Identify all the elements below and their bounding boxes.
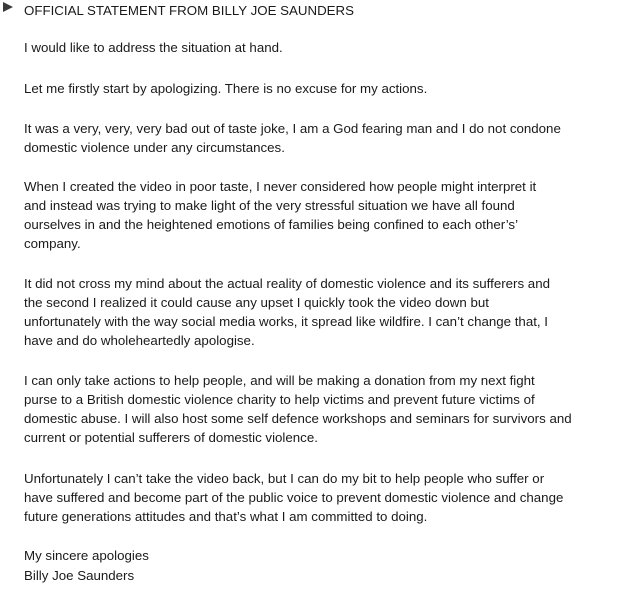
paragraph-intro: I would like to address the situation at hand.: [24, 40, 283, 55]
paragraph-reality: It did not cross my mind about the actual reality of domestic violence and its sufferers and the second I realized it could cause any upset I quickly took the video down but unfortunately with the way social media works, it spread like wildfire. I can’t change that, I have and do wholeheartedly apologise.: [24, 276, 550, 348]
signature: Billy Joe Saunders: [24, 568, 135, 583]
corner-mark-icon: [2, 1, 14, 13]
paragraph-apology: Let me firstly start by apologizing. There is no excuse for my actions.: [24, 81, 428, 96]
paragraph-commitment: Unfortunately I can’t take the video back, but I can do my bit to help people who suffer or have suffered and become part of the public voice to prevent domestic violence and change future generations attitudes and that’s what I am committed to doing.: [24, 471, 564, 524]
paragraph-video: When I created the video in poor taste, I never considered how people might interpret it and instead was trying to make light of the very stressful situation we have all found ourselves in and the heightened emotions of families being confined to each other’s’ company.: [24, 179, 537, 251]
closing-line: My sincere apologies: [24, 548, 149, 563]
paragraph-joke: It was a very, very, very bad out of taste joke, I am a God fearing man and I do not condone domestic violence under any circumstances.: [24, 121, 561, 155]
statement-title: OFFICIAL STATEMENT FROM BILLY JOE SAUNDERS: [24, 3, 355, 18]
paragraph-donation: I can only take actions to help people, and will be making a donation from my next fight purse to a British domestic violence charity to help victims and prevent future victims of domestic abuse. I will also host some self defence workshops and seminars for survivors and current or potential sufferers of domestic violence.: [24, 373, 572, 445]
